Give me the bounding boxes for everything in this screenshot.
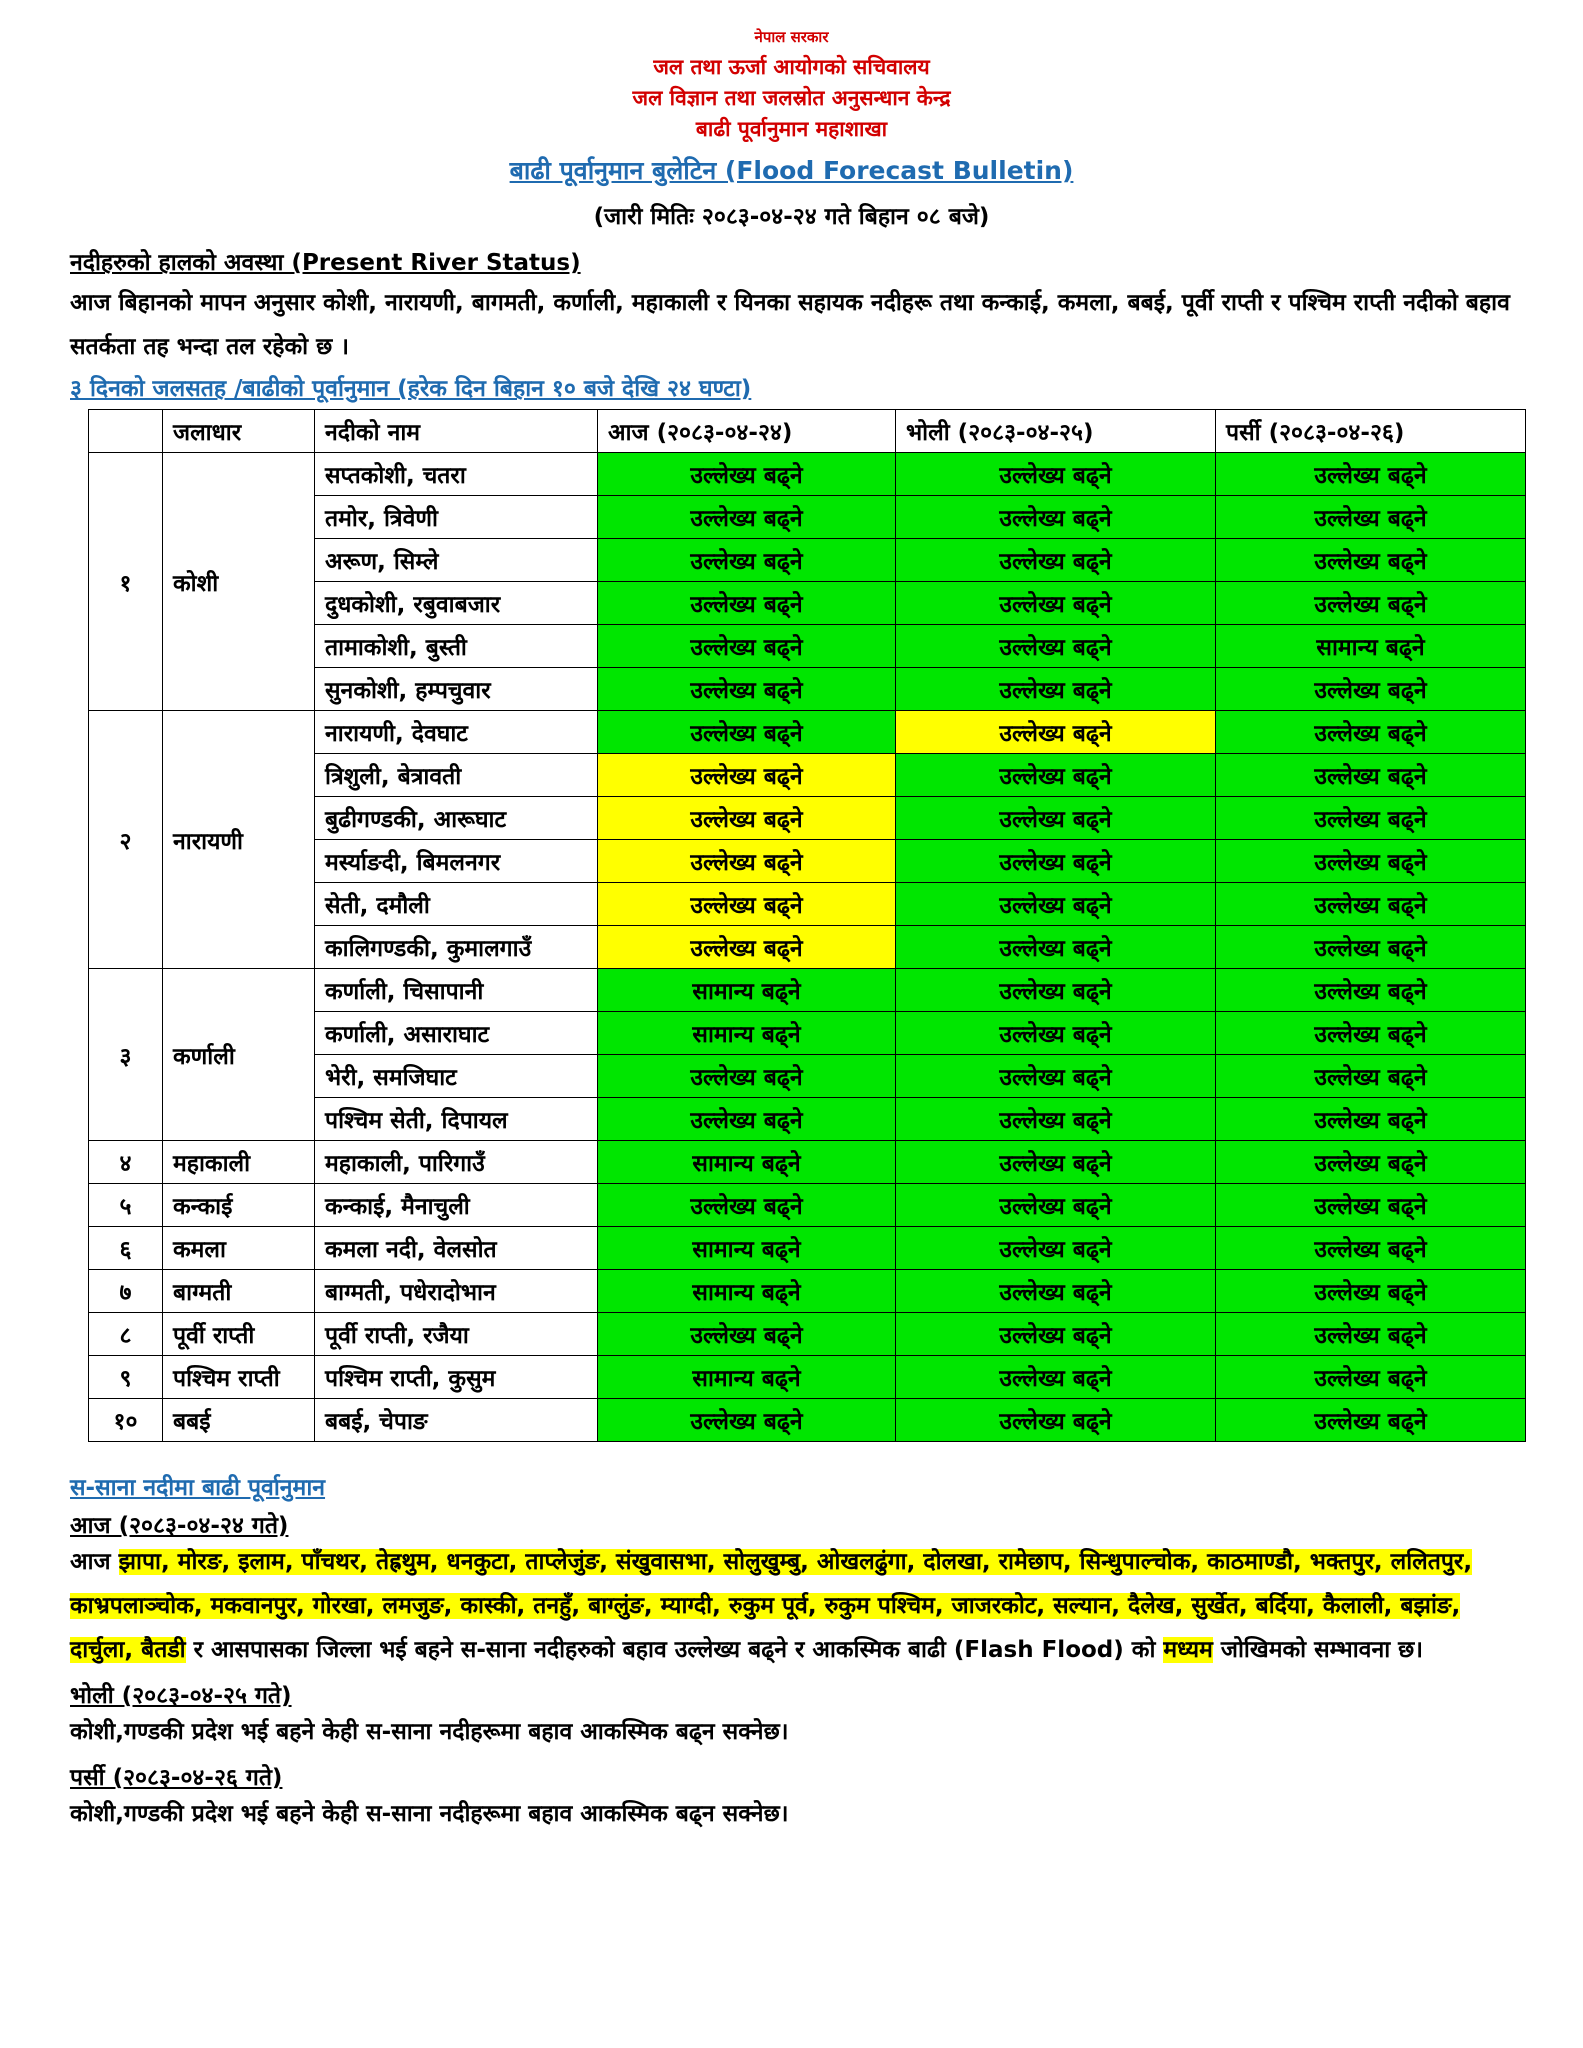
col-header-tomorrow: भोली (२०८३-०४-२५) — [896, 410, 1216, 453]
river-station: भेरी, समजिघाट — [315, 1055, 598, 1098]
forecast-tomorrow: उल्लेख्य बढ्ने — [896, 1399, 1216, 1442]
basin-serial: ९ — [89, 1356, 163, 1399]
forecast-today: उल्लेख्य बढ्ने — [598, 625, 896, 668]
forecast-tomorrow: उल्लेख्य बढ्ने — [896, 1184, 1216, 1227]
forecast-today: सामान्य बढ्ने — [598, 1227, 896, 1270]
forecast-today: सामान्य बढ्ने — [598, 969, 896, 1012]
river-station: सप्तकोशी, चतरा — [315, 453, 598, 496]
forecast-dayafter: उल्लेख्य बढ्ने — [1216, 969, 1526, 1012]
center-name: जल विज्ञान तथा जलस्रोत अनुसन्धान केन्द्र — [632, 85, 951, 110]
river-station: कर्णाली, चिसापानी — [315, 969, 598, 1012]
river-station: पूर्वी राप्ती, रजैया — [315, 1313, 598, 1356]
basin-serial: ८ — [89, 1313, 163, 1356]
forecast-dayafter: उल्लेख्य बढ्ने — [1216, 1356, 1526, 1399]
forecast-dayafter: सामान्य बढ्ने — [1216, 625, 1526, 668]
forecast-today: उल्लेख्य बढ्ने — [598, 840, 896, 883]
river-station: दुधकोशी, रबुवाबजार — [315, 582, 598, 625]
forecast-tomorrow: उल्लेख्य बढ्ने — [896, 1227, 1216, 1270]
ministry-name: जल तथा ऊर्जा आयोगको सचिवालय — [653, 54, 930, 79]
basin-name: कमला — [163, 1227, 315, 1270]
forecast-today: उल्लेख्य बढ्ने — [598, 1184, 896, 1227]
today-prefix: आज — [70, 1549, 119, 1576]
forecast-dayafter: उल्लेख्य बढ्ने — [1216, 1098, 1526, 1141]
basin-name: नारायणी — [163, 711, 315, 969]
today-mid: र आसपासका जिल्ला भई बहने स-साना नदीहरुको बहाव उल्लेख्य बढ्ने र आकस्मिक बाढी (Flash Flood) को — [185, 1637, 1164, 1664]
forecast-today: उल्लेख्य बढ्ने — [598, 711, 896, 754]
today-text — [70, 1540, 1513, 1672]
river-station: मर्स्याङदी, बिमलनगर — [315, 840, 598, 883]
bulletin-title: बाढी पूर्वानुमान बुलेटिन (Flood Forecast Bulletin) — [509, 156, 1074, 186]
river-station: नारायणी, देवघाट — [315, 711, 598, 754]
river-station: बुढीगण्डकी, आरूघाट — [315, 797, 598, 840]
forecast-tomorrow: उल्लेख्य बढ्ने — [896, 625, 1216, 668]
forecast-tomorrow: उल्लेख्य बढ्ने — [896, 754, 1216, 797]
forecast-today: सामान्य बढ्ने — [598, 1270, 896, 1313]
forecast-today: सामान्य बढ्ने — [598, 1012, 896, 1055]
today-districts: झापा, मोरङ, इलाम, पाँचथर, तेह्रथुम, धनकुटा, ताप्लेजुंङ, संखुवासभा, सोलुखुम्बु, ओखलढुंगा, दोलखा, रामेछाप, सिन्धुपाल्चोक, काठमाण्डौ, भक्तपुर, ललितपुर, काभ्रपलाञ्चोक, मकवानपुर, गोरखा, लमजुङ, कास्की, तनहुँ, बाग्लुंङ, म्याग्दी, रुकुम पूर्व, रुकुम पश्चिम, जाजरकोट, सल्यान, दैलेख, सुर्खेत, बर्दिया, कैलाली, बझांङ, दार्चुला, बैतडी — [70, 1549, 1473, 1664]
basin-name: कोशी — [163, 453, 315, 711]
present-status-heading: नदीहरुको हालको अवस्था (Present River Status) — [70, 250, 581, 277]
org-header — [70, 28, 1513, 143]
today-suffix: जोखिमको सम्भावना छ। — [1212, 1637, 1424, 1664]
river-station: कमला नदी, वेलसोत — [315, 1227, 598, 1270]
forecast-today: उल्लेख्य बढ्ने — [598, 754, 896, 797]
small-rivers-heading: स-साना नदीमा बाढी पूर्वानुमान — [70, 1475, 326, 1502]
forecast-dayafter: उल्लेख्य बढ्ने — [1216, 1012, 1526, 1055]
forecast-dayafter: उल्लेख्य बढ्ने — [1216, 539, 1526, 582]
forecast-today: उल्लेख्य बढ्ने — [598, 453, 896, 496]
forecast-today: उल्लेख्य बढ्ने — [598, 668, 896, 711]
basin-serial: २ — [89, 711, 163, 969]
gov-name: नेपाल सरकार — [754, 28, 829, 46]
forecast-dayafter: उल्लेख्य बढ्ने — [1216, 926, 1526, 969]
tomorrow-heading: भोली (२०८३-०४-२५ गते) — [70, 1683, 292, 1710]
forecast-tomorrow: उल्लेख्य बढ्ने — [896, 711, 1216, 754]
forecast-table — [88, 409, 1526, 1442]
forecast-tomorrow: उल्लेख्य बढ्ने — [896, 496, 1216, 539]
forecast-dayafter: उल्लेख्य बढ्ने — [1216, 1141, 1526, 1184]
basin-name: बबई — [163, 1399, 315, 1442]
basin-name: कन्काई — [163, 1184, 315, 1227]
forecast-tomorrow: उल्लेख्य बढ्ने — [896, 1270, 1216, 1313]
forecast-tomorrow: उल्लेख्य बढ्ने — [896, 668, 1216, 711]
dayafter-text: कोशी,गण्डकी प्रदेश भई बहने केही स-साना नदीहरूमा बहाव आकस्मिक बढ्न सक्नेछ। — [70, 1801, 789, 1828]
river-station: सेती, दमौली — [315, 883, 598, 926]
table-row — [89, 969, 1526, 1012]
river-station: कर्णाली, असाराघाट — [315, 1012, 598, 1055]
forecast-today: सामान्य बढ्ने — [598, 1141, 896, 1184]
today-heading: आज (२०८३-०४-२४ गते) — [70, 1513, 289, 1540]
forecast-dayafter: उल्लेख्य बढ्ने — [1216, 1227, 1526, 1270]
forecast-tomorrow: उल्लेख्य बढ्ने — [896, 1055, 1216, 1098]
forecast-dayafter: उल्लेख्य बढ्ने — [1216, 453, 1526, 496]
forecast-dayafter: उल्लेख्य बढ्ने — [1216, 496, 1526, 539]
col-header-basin: जलाधार — [163, 410, 315, 453]
river-station: पश्चिम राप्ती, कुसुम — [315, 1356, 598, 1399]
basin-name: बाग्मती — [163, 1270, 315, 1313]
river-station: महाकाली, पारिगाउँ — [315, 1141, 598, 1184]
forecast-dayafter: उल्लेख्य बढ्ने — [1216, 1313, 1526, 1356]
forecast-tomorrow: उल्लेख्य बढ्ने — [896, 1141, 1216, 1184]
forecast-dayafter: उल्लेख्य बढ्ने — [1216, 883, 1526, 926]
river-station: कालिगण्डकी, कुमालगाउँ — [315, 926, 598, 969]
forecast-dayafter: उल्लेख्य बढ्ने — [1216, 1184, 1526, 1227]
forecast-tomorrow: उल्लेख्य बढ्ने — [896, 840, 1216, 883]
issued-date: (जारी मितिः २०८३-०४-२४ गते बिहान ०८ बजे) — [593, 204, 990, 231]
present-status-text: आज बिहानको मापन अनुसार कोशी, नारायणी, बागमती, कर्णाली, महाकाली र यिनका सहायक नदीहरू तथा कन्काई, कमला, बबई, पूर्वी राप्ती र पश्चिम राप्ती नदीको बहाव सतर्कता तह भन्दा तल रहेको छ । — [70, 290, 1510, 361]
forecast-tomorrow: उल्लेख्य बढ्ने — [896, 797, 1216, 840]
basin-name: महाकाली — [163, 1141, 315, 1184]
forecast-tomorrow: उल्लेख्य बढ्ने — [896, 883, 1216, 926]
forecast-today: उल्लेख्य बढ्ने — [598, 1055, 896, 1098]
table-row — [89, 1399, 1526, 1442]
tomorrow-text: कोशी,गण्डकी प्रदेश भई बहने केही स-साना नदीहरूमा बहाव आकस्मिक बढ्न सक्नेछ। — [70, 1719, 789, 1746]
forecast-today: उल्लेख्य बढ्ने — [598, 1313, 896, 1356]
forecast-dayafter: उल्लेख्य बढ्ने — [1216, 797, 1526, 840]
river-station: कन्काई, मैनाचुली — [315, 1184, 598, 1227]
table-row — [89, 1270, 1526, 1313]
col-header-river: नदीको नाम — [315, 410, 598, 453]
forecast-today: उल्लेख्य बढ्ने — [598, 797, 896, 840]
basin-serial: ३ — [89, 969, 163, 1141]
basin-serial: ५ — [89, 1184, 163, 1227]
forecast-today: उल्लेख्य बढ्ने — [598, 582, 896, 625]
forecast-tomorrow: उल्लेख्य बढ्ने — [896, 582, 1216, 625]
forecast-tomorrow: उल्लेख्य बढ्ने — [896, 1313, 1216, 1356]
risk-level: मध्यम — [1163, 1637, 1213, 1664]
forecast-table-body — [89, 453, 1526, 1442]
river-station: सुनकोशी, हम्पचुवार — [315, 668, 598, 711]
dayafter-heading: पर्सी (२०८३-०४-२६ गते) — [70, 1765, 283, 1792]
forecast-today: उल्लेख्य बढ्ने — [598, 539, 896, 582]
basin-serial: ६ — [89, 1227, 163, 1270]
forecast-tomorrow: उल्लेख्य बढ्ने — [896, 1098, 1216, 1141]
river-station: बाग्मती, पधेरादोभान — [315, 1270, 598, 1313]
branch-name: बाढी पूर्वानुमान महाशाखा — [695, 117, 888, 142]
river-station: पश्चिम सेती, दिपायल — [315, 1098, 598, 1141]
table-row — [89, 1184, 1526, 1227]
forecast-dayafter: उल्लेख्य बढ्ने — [1216, 754, 1526, 797]
forecast-tomorrow: उल्लेख्य बढ्ने — [896, 1356, 1216, 1399]
forecast-tomorrow: उल्लेख्य बढ्ने — [896, 539, 1216, 582]
river-station: बबई, चेपाङ — [315, 1399, 598, 1442]
forecast-dayafter: उल्लेख्य बढ्ने — [1216, 582, 1526, 625]
river-station: तामाकोशी, बुस्ती — [315, 625, 598, 668]
forecast-dayafter: उल्लेख्य बढ्ने — [1216, 668, 1526, 711]
forecast-today: उल्लेख्य बढ्ने — [598, 1098, 896, 1141]
basin-name: पश्चिम राप्ती — [163, 1356, 315, 1399]
forecast-heading: ३ दिनको जलसतह /बाढीको पूर्वानुमान (हरेक दिन बिहान १० बजे देखि २४ घण्टा) — [70, 376, 752, 403]
basin-serial: १० — [89, 1399, 163, 1442]
table-header-row — [89, 410, 1526, 453]
forecast-dayafter: उल्लेख्य बढ्ने — [1216, 1270, 1526, 1313]
col-header-today: आज (२०८३-०४-२४) — [598, 410, 896, 453]
river-station: तमोर, त्रिवेणी — [315, 496, 598, 539]
basin-name: कर्णाली — [163, 969, 315, 1141]
forecast-today: उल्लेख्य बढ्ने — [598, 496, 896, 539]
forecast-tomorrow: उल्लेख्य बढ्ने — [896, 969, 1216, 1012]
forecast-dayafter: उल्लेख्य बढ्ने — [1216, 711, 1526, 754]
river-station: त्रिशुली, बेत्रावती — [315, 754, 598, 797]
forecast-dayafter: उल्लेख्य बढ्ने — [1216, 1399, 1526, 1442]
table-row — [89, 453, 1526, 496]
forecast-tomorrow: उल्लेख्य बढ्ने — [896, 1012, 1216, 1055]
forecast-dayafter: उल्लेख्य बढ्ने — [1216, 840, 1526, 883]
table-row — [89, 1356, 1526, 1399]
col-header-dayafter: पर्सी (२०८३-०४-२६) — [1216, 410, 1526, 453]
table-row — [89, 1313, 1526, 1356]
table-row — [89, 711, 1526, 754]
basin-serial: ७ — [89, 1270, 163, 1313]
basin-serial: ४ — [89, 1141, 163, 1184]
table-row — [89, 1227, 1526, 1270]
col-header-sn — [89, 410, 163, 453]
forecast-today: सामान्य बढ्ने — [598, 1356, 896, 1399]
forecast-today: उल्लेख्य बढ्ने — [598, 1399, 896, 1442]
river-station: अरूण, सिम्ले — [315, 539, 598, 582]
forecast-dayafter: उल्लेख्य बढ्ने — [1216, 1055, 1526, 1098]
forecast-tomorrow: उल्लेख्य बढ्ने — [896, 926, 1216, 969]
basin-name: पूर्वी राप्ती — [163, 1313, 315, 1356]
forecast-tomorrow: उल्लेख्य बढ्ने — [896, 453, 1216, 496]
table-row — [89, 1141, 1526, 1184]
forecast-today: उल्लेख्य बढ्ने — [598, 883, 896, 926]
basin-serial: १ — [89, 453, 163, 711]
forecast-today: उल्लेख्य बढ्ने — [598, 926, 896, 969]
